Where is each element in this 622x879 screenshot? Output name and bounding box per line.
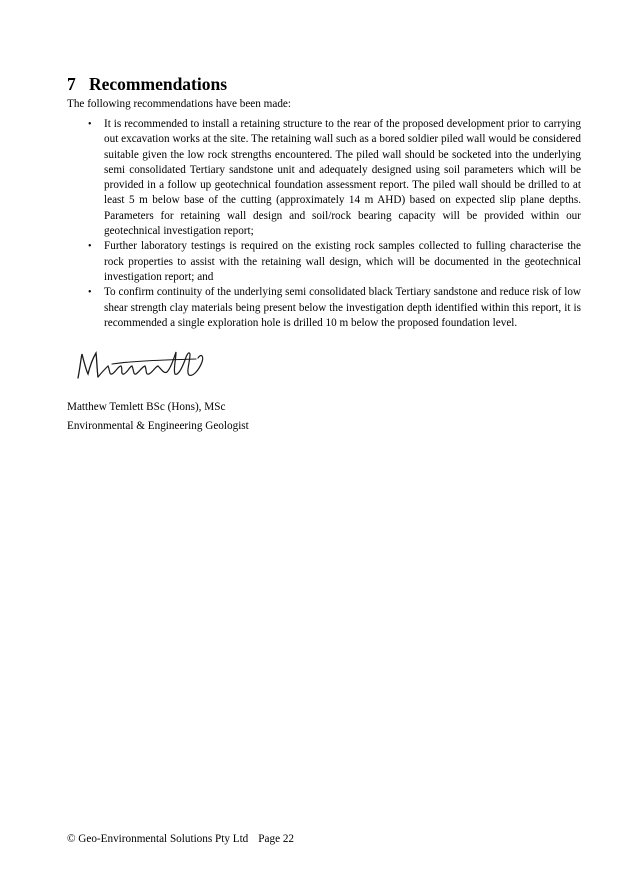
author-block: [67, 398, 249, 436]
list-item-text: It is recommended to install a retaining structure to the rear of the proposed development prior to carrying out excavation works at the site. The retaining wall such as a bored soldier piled wall would be considered suitable given the low rock strengths encountered. The piled wall should be socketed into the underlying semi consolidated Tertiary sandstone unit and adequately designed using soil parameters which will be provided in a follow up geotechnical foundation assessment report. The piled wall should be drilled to at least 5 m below base of the cutting (approximately 14 m AHD) based on expected slip plane depths. Parameters for retaining wall design and soil/rock bearing capacity will be provided within our geotechnical investigation report;: [104, 118, 581, 238]
author-name: Matthew Temlett BSc (Hons), MSc: [67, 401, 226, 413]
footer-copyright: © Geo-Environmental Solutions Pty Ltd: [67, 833, 249, 845]
page-number: Page 22: [258, 833, 295, 845]
bullet-icon: •: [88, 287, 92, 299]
bullet-icon: •: [88, 119, 92, 130]
section-heading: [67, 73, 227, 95]
list-item: [67, 117, 581, 239]
page-footer: [67, 832, 294, 846]
list-item: [67, 285, 581, 331]
list-item: [67, 239, 581, 285]
list-item-text: To confirm continuity of the underlying semi consolidated black Tertiary sandstone and reduce risk of low shear strength clay materials being present below the investigation depth identified within this report, it is recommended a single exploration hole is drilled 10 m below the proposed foundation level.: [104, 286, 581, 329]
list-item-text: Further laboratory testings is required on the existing rock samples collected to fulling characterise the rock properties to assist with the retaining wall design, which will be documented in the geotechnical investigation report; and: [104, 240, 581, 283]
recommendations-list: [67, 117, 581, 331]
bullet-icon: •: [88, 241, 92, 253]
intro-paragraph: The following recommendations have been made:: [67, 98, 291, 110]
section-number: 7: [67, 74, 76, 94]
section-title: Recommendations: [89, 74, 228, 94]
signature-image: [72, 348, 208, 384]
author-role: Environmental & Engineering Geologist: [67, 420, 249, 432]
